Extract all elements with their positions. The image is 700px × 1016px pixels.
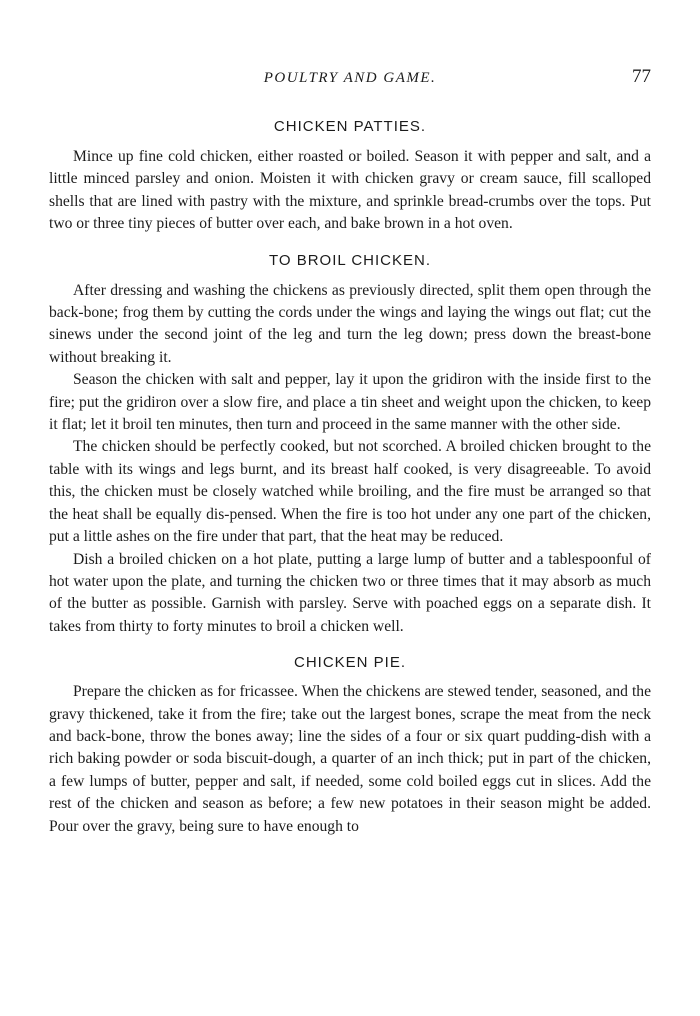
page-number: 77: [632, 66, 651, 87]
book-page: [49, 60, 651, 838]
section-heading-chicken-patties: CHICKEN PATTIES.: [273, 118, 427, 135]
paragraph: Mince up fine cold chicken, either roasted or boiled. Season it with pepper and salt, and a little minced parsley and onion. Moisten it with chicken gravy or cream sauce, fill scalloped shells that are lined with pastry with the mixture, and sprinkle bread-crumbs over the tops. Put two or three tiny pieces of butter over each, and bake brown in a hot oven.: [49, 148, 651, 233]
paragraph: After dressing and washing the chickens as previously directed, split them open through the back-bone; frog them by cutting the cords under the wings and laying the wings out flat; cut the sinews under the second joint of the leg and turn the leg down; press down the breast-bone without breaking it.: [49, 281, 651, 366]
paragraph: Dish a broiled chicken on a hot plate, putting a large lump of butter and a tablespoonful of hot water upon the plate, and turning the chicken two or three times that it may absorb as much of the butter as possible. Garnish with parsley. Serve with poached eggs on a separate dish. It takes from thirty to forty minutes to broil a chicken well.: [49, 550, 651, 635]
paragraph: The chicken should be perfectly cooked, but not scorched. A broiled chicken brought to the table with its wings and legs burnt, and its breast half cooked, is very disagreeable. To avoid this, the chicken must be closely watched while broiling, and the fire must be arranged so that the heat shall be equally dis-pensed. When the fire is too hot under any one part of the chicken, put a little ashes on the fire under that part, that the heat may be reduced.: [49, 438, 651, 546]
paragraph: Season the chicken with salt and pepper, lay it upon the gridiron with the inside first to the fire; put the gridiron over a slow fire, and place a tin sheet and weight upon the chicken, to keep it flat; let it broil ten minutes, then turn and proceed in the same manner with the other side.: [49, 371, 651, 434]
running-head: [49, 60, 651, 90]
section-heading-to-broil-chicken: TO BROIL CHICKEN.: [268, 251, 432, 269]
paragraph: Prepare the chicken as for fricassee. When the chickens are stewed tender, seasoned, and the gravy thickened, take it from the fire; take out the largest bones, scrape the meat from the neck and back-bone, throw the bones away; line the sides of a four or six quart pudding-dish with a rich baking powder or soda biscuit-dough, a quarter of an inch thick; put in part of the chicken, a few lumps of butter, pepper and salt, if needed, some cold boiled eggs cut in slices. Add the rest of the chicken and season as before; a few new potatoes in their season might be added. Pour over the gravy, being sure to have enough to: [49, 683, 651, 835]
section-heading-chicken-pie: CHICKEN PIE.: [293, 654, 407, 672]
running-title: POULTRY AND GAME.: [263, 70, 437, 86]
